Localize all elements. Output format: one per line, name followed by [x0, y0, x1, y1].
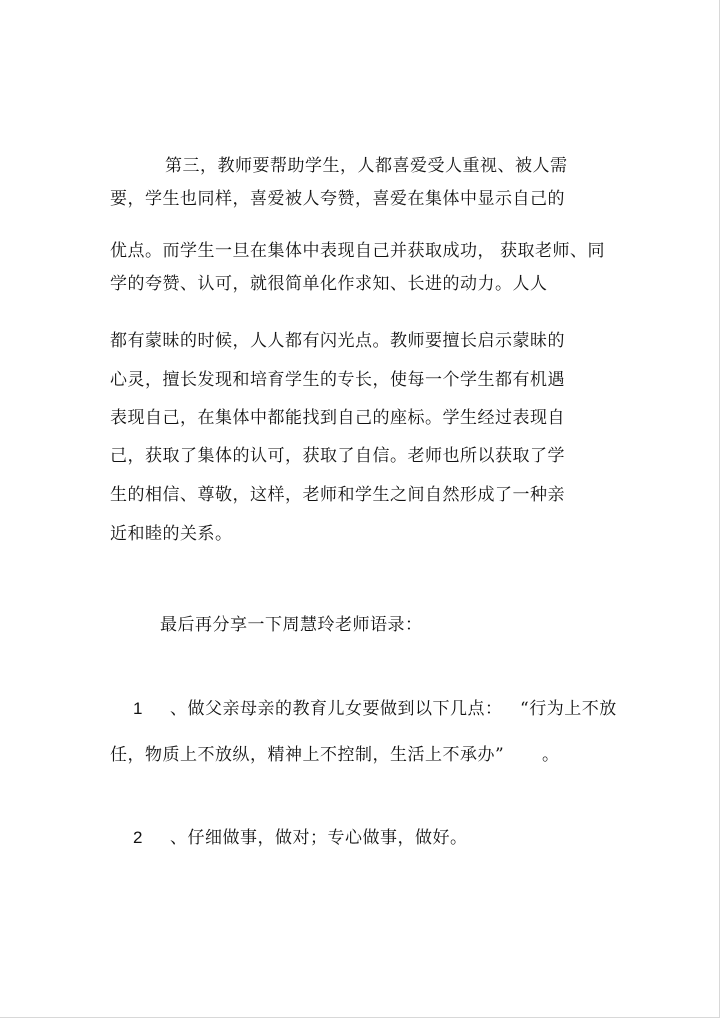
quote2-text: 、仔细做事，做对；专心做事，做好。	[170, 828, 468, 848]
paragraph1-line-10: 近和睦的关系。	[110, 524, 233, 544]
paragraph1-line-3a: 优点。而学生一旦在集体中表现自己并获取成功，	[110, 241, 495, 261]
quote1-number: 1	[133, 699, 143, 718]
paragraph1-line-1: 第三，教师要帮助学生，人都喜爱受人重视、被人需	[165, 156, 568, 176]
paragraph1-line-5: 都有蒙昧的时候，人人都有闪光点。教师要擅长启示蒙昧的	[110, 331, 565, 351]
quote1-end-mark: 。	[542, 745, 560, 765]
paragraph1-line-4: 学的夸赞、认可，就很简单化作求知、长进的动力。人人	[110, 274, 548, 294]
quote1-line-2: 任，物质上不放纵，精神上不控制，生活上不承办”	[110, 745, 505, 765]
intro-line: 最后再分享一下周慧玲老师语录：	[160, 615, 423, 635]
quote1-text: 、做父亲母亲的教育儿女要做到以下几点：	[170, 699, 503, 719]
paragraph1-line-9: 生的相信、尊敬，这样，老师和学生之间自然形成了一种亲	[110, 485, 565, 505]
paragraph1-line-2: 要，学生也同样，喜爱被人夸赞，喜爱在集体中显示自己的	[110, 189, 565, 209]
paragraph1-line-6: 心灵，擅长发现和培育学生的专长，使每一个学生都有机遇	[110, 370, 565, 390]
paragraph1-line-3b: 获取老师、同	[500, 241, 605, 261]
paragraph1-line-8: 己，获取了集体的认可，获取了自信。老师也所以获取了学	[110, 446, 565, 466]
paragraph1-line-7: 表现自己，在集体中都能找到自己的座标。学生经过表现自	[110, 408, 565, 428]
quote2-number: 2	[133, 828, 143, 847]
quote1-quote-start: “行为上不放	[520, 699, 617, 719]
